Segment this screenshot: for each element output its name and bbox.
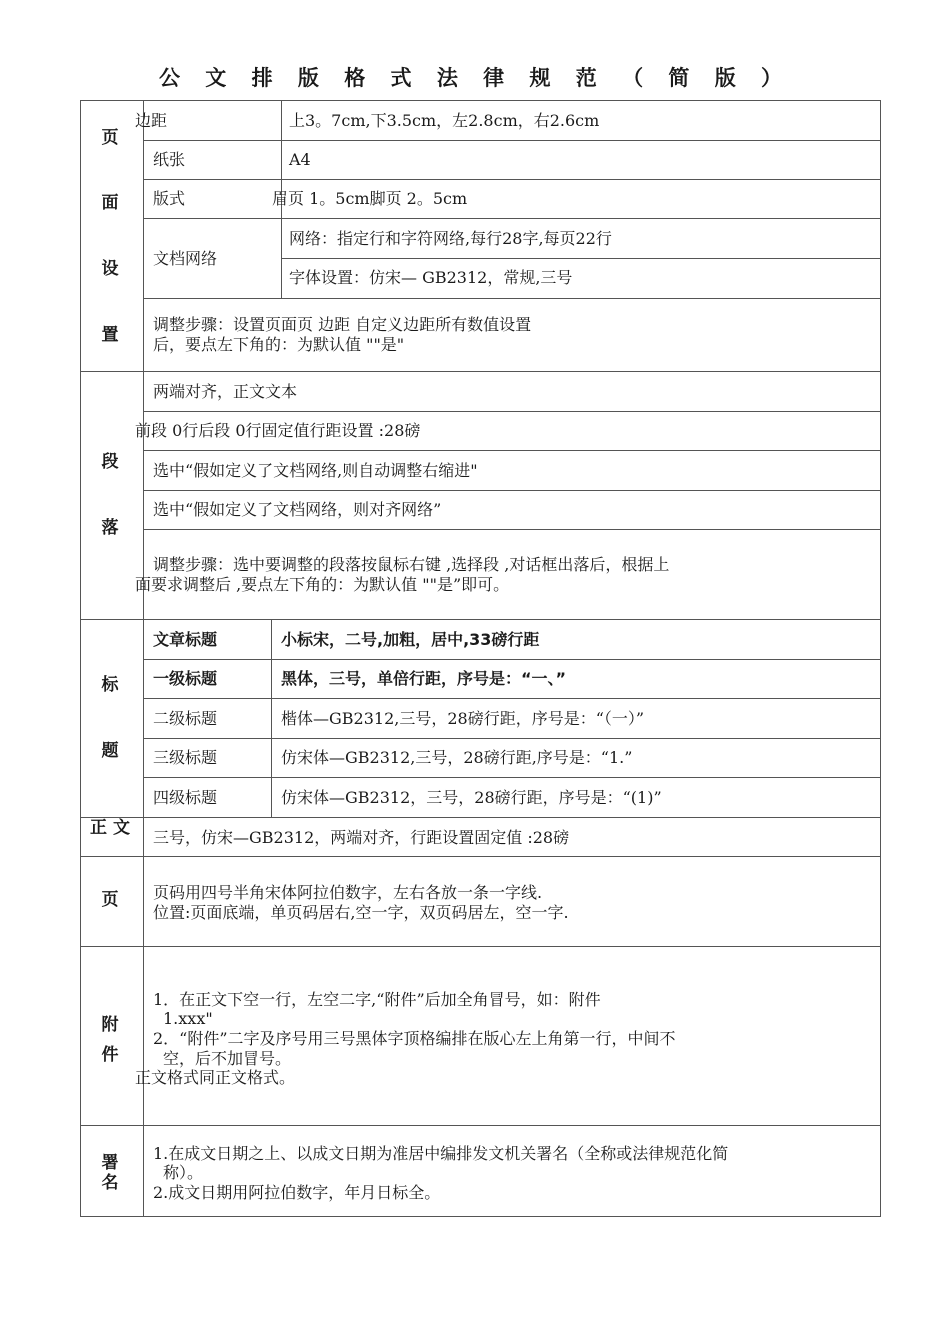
signature-line1: 1.在成文日期之上、以成文日期为准居中编排发文机关署名（全称或法律规范化简 — [153, 1144, 729, 1163]
section-heading: 标 — [101, 675, 119, 695]
attachment-line1: 1．在正文下空一行，左空二字,“附件”后加全角冒号，如：附件 — [153, 990, 601, 1009]
margin-value: 上3。7cm,下3.5cm，左2.8cm，右2.6cm — [289, 111, 600, 130]
page-setup-steps-line2: 后，要点左下角的：为默认值 ""是" — [153, 335, 405, 354]
paragraph-row-3: 选中“假如定义了文档网络,则自动调整右缩进" — [153, 461, 478, 480]
section-page-setup: 面 — [101, 193, 119, 213]
paper-label: 纸张 — [153, 150, 186, 169]
heading-value-level3: 仿宋体—GB2312,三号，28磅行距,序号是：“1.” — [281, 748, 633, 767]
font-value: 字体设置：仿宋— GB2312，常规,三号 — [289, 268, 573, 287]
heading-value-title: 小标宋，二号,加粗，居中,33磅行距 — [281, 630, 540, 649]
grid-label: 文档网络 — [153, 249, 218, 268]
section-body: 正 文 — [90, 818, 130, 838]
signature-line2: 称）。 — [163, 1163, 204, 1182]
paper-value: A4 — [289, 150, 311, 169]
layout-value: 眉页 1。5cm脚页 2。5cm — [272, 189, 468, 208]
paragraph-steps-line1: 调整步骤：选中要调整的段落按鼠标右键 ,选择段 ,对话框出落后，根据上 — [153, 555, 670, 574]
section-page-setup: 置 — [101, 325, 119, 345]
heading-label-level2: 二级标题 — [153, 709, 218, 728]
margin-label: 边距 — [135, 111, 168, 130]
paragraph-row-1: 两端对齐，正文文本 — [153, 382, 298, 401]
attachment-line5: 正文格式同正文格式。 — [135, 1068, 296, 1087]
paragraph-steps-line2: 面要求调整后 ,要点左下角的：为默认值 ""是”即可。 — [135, 575, 510, 594]
heading-label-level1: 一级标题 — [153, 669, 218, 688]
heading-label-level4: 四级标题 — [153, 788, 218, 807]
paragraph-row-4: 选中“假如定义了文档网络，则对齐网络” — [153, 500, 442, 519]
section-page: 页 — [101, 890, 119, 910]
section-signature: 署 — [101, 1153, 119, 1173]
section-page-setup: 设 — [101, 259, 119, 279]
page-number-line1: 页码用四号半角宋体阿拉伯数字，左右各放一条一字线. — [153, 883, 543, 902]
document-title: 公 文 排 版 格 式 法 律 规 范 （ 简 版 ） — [158, 66, 792, 90]
heading-value-level4: 仿宋体—GB2312，三号，28磅行距，序号是：“(1)” — [281, 788, 662, 807]
page-setup-steps-line1: 调整步骤：设置页面页 边距 自定义边距所有数值设置 — [153, 315, 532, 334]
attachment-line2: 1.xxx" — [163, 1009, 213, 1028]
section-attachment: 件 — [101, 1045, 119, 1065]
section-attachment: 附 — [101, 1015, 119, 1035]
heading-value-level2: 楷体—GB2312,三号，28磅行距，序号是：“（一）” — [281, 709, 645, 728]
grid-value: 网络：指定行和字符网络,每行28字,每页22行 — [289, 229, 612, 248]
paragraph-row-2: 前段 0行后段 0行固定值行距设置 :28磅 — [135, 421, 421, 440]
section-paragraph: 落 — [101, 518, 119, 538]
section-heading: 题 — [101, 741, 119, 761]
page-number-line2: 位置:页面底端，单页码居右,空一字，双页码居左，空一字. — [153, 903, 569, 922]
signature-line3: 2.成文日期用阿拉伯数字，年月日标全。 — [153, 1183, 441, 1202]
layout-label: 版式 — [153, 189, 186, 208]
section-page-setup: 页 — [101, 128, 119, 148]
heading-label-level3: 三级标题 — [153, 748, 218, 767]
body-text-spec: 三号，仿宋—GB2312，两端对齐，行距设置固定值 :28磅 — [153, 828, 570, 847]
heading-label-title: 文章标题 — [153, 630, 218, 649]
section-paragraph: 段 — [101, 452, 119, 472]
section-signature: 名 — [101, 1173, 119, 1193]
attachment-line4: 空，后不加冒号。 — [163, 1049, 292, 1068]
heading-value-level1: 黑体，三号，单倍行距，序号是：“一、” — [281, 669, 567, 688]
attachment-line3: 2．“附件”二字及序号用三号黑体字顶格编排在版心左上角第一行，中间不 — [153, 1029, 676, 1048]
